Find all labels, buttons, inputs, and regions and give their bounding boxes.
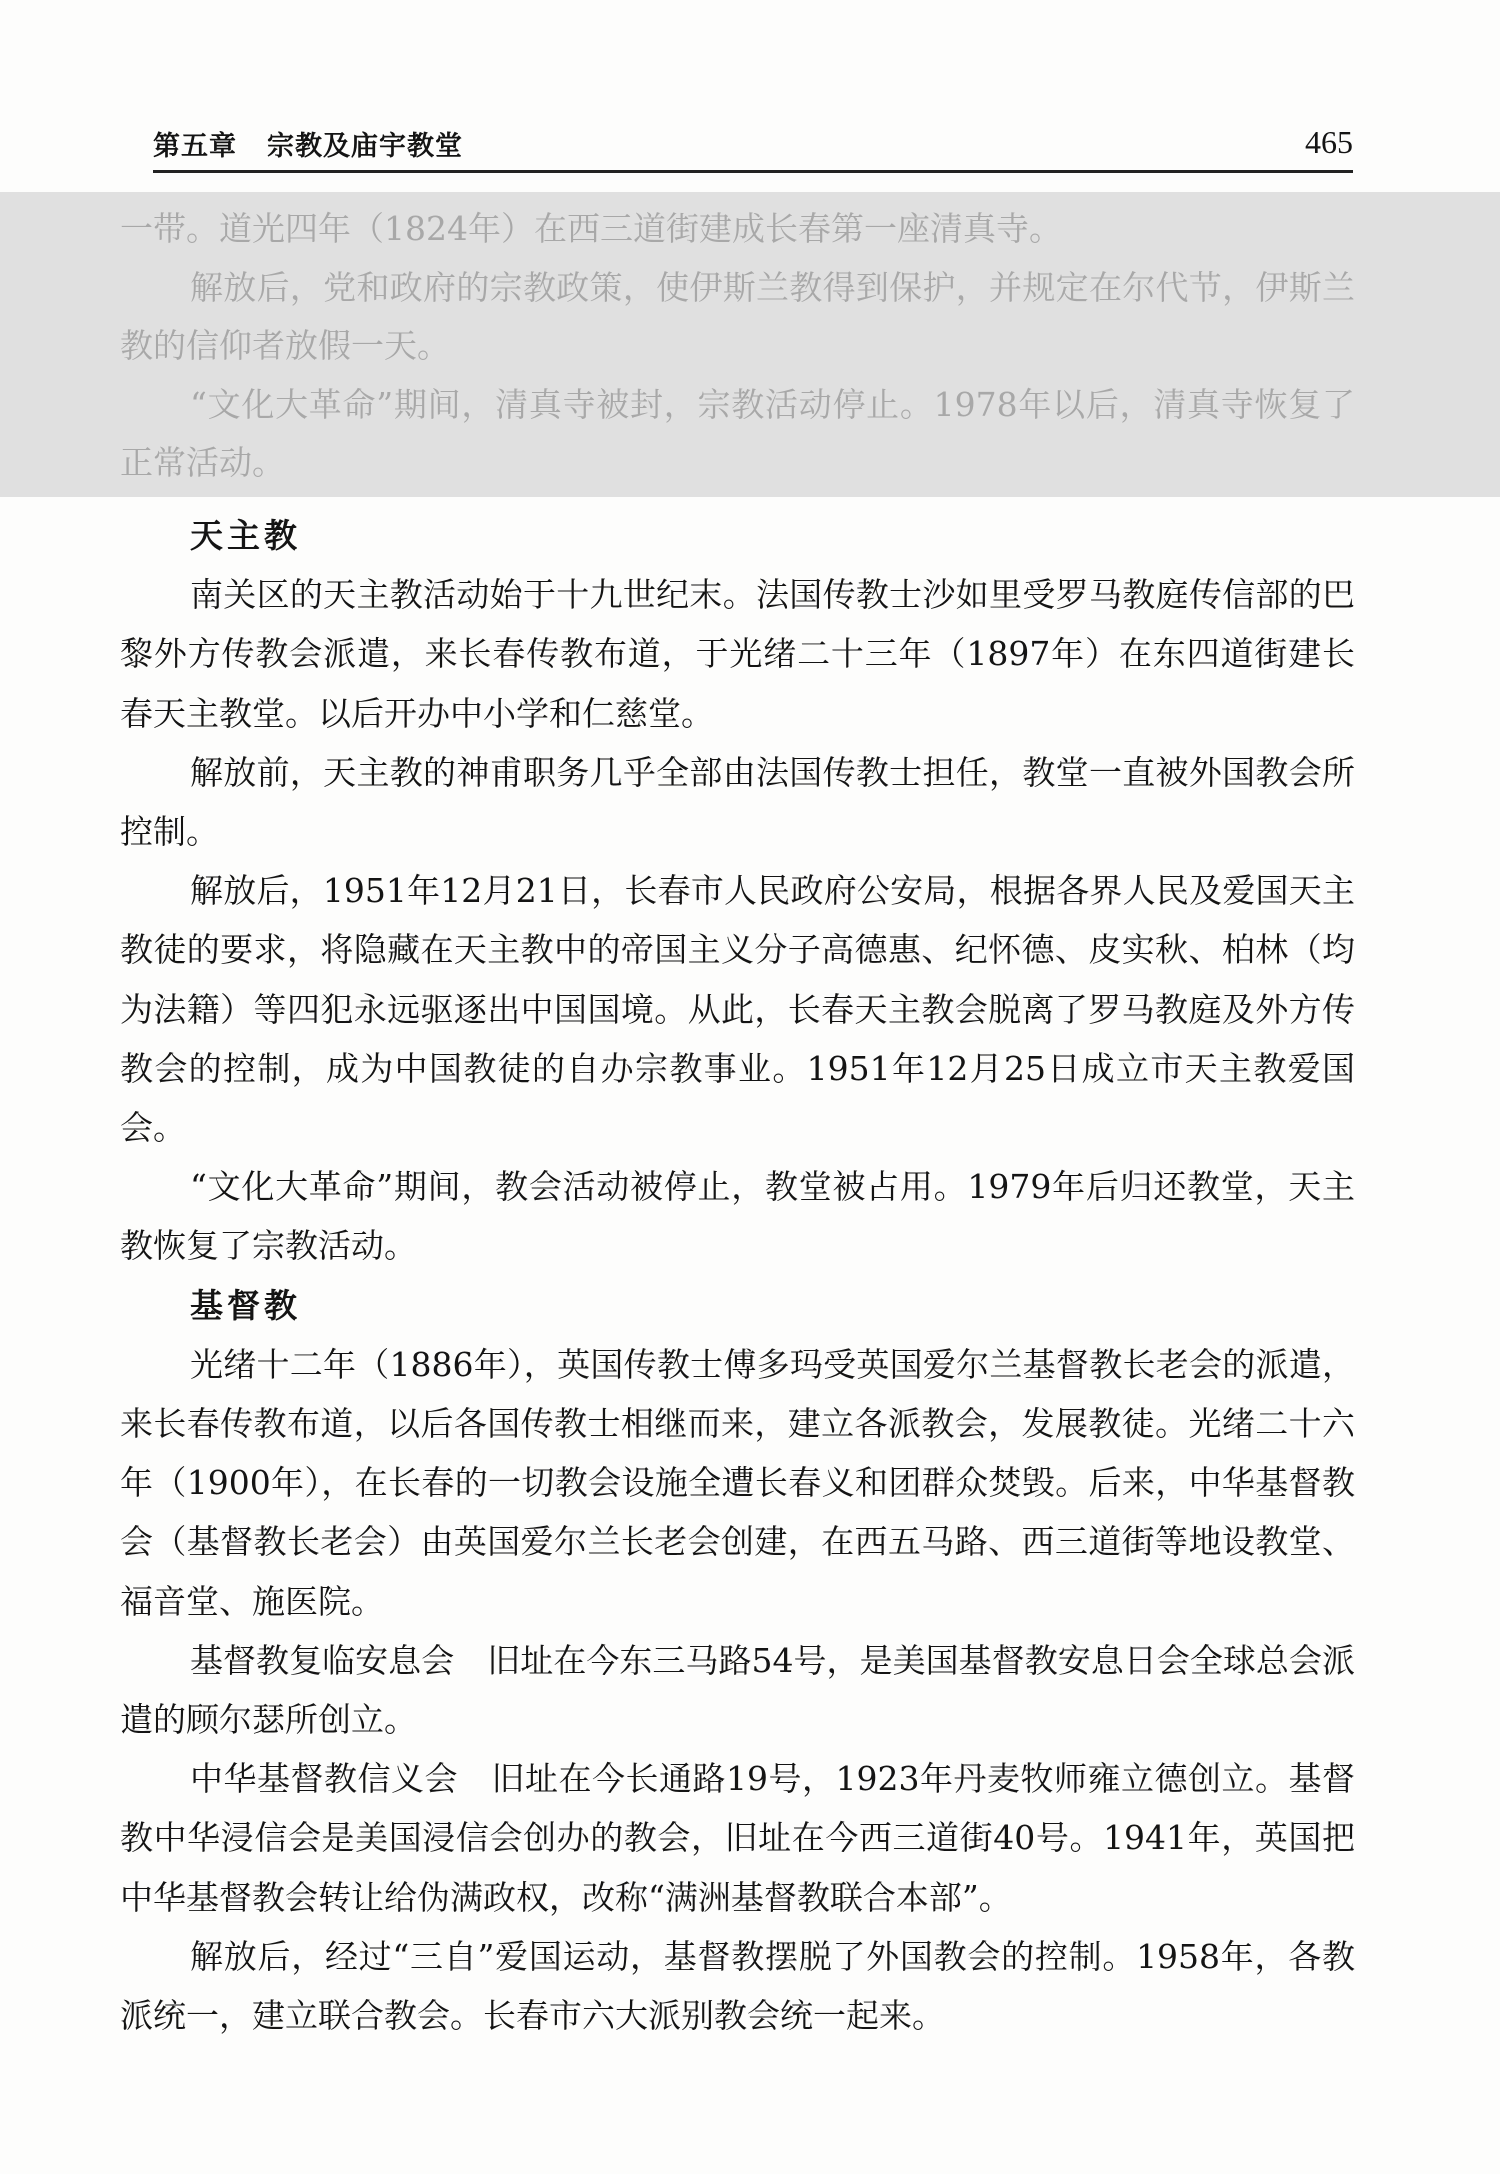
paragraph: 解放前，天主教的神甫职务几乎全部由法国传教士担任，教堂一直被外国教会所控制。 [120, 752, 1355, 852]
paragraph: 基督教复临安息会 旧址在今东三马路54号，是美国基督教安息日会全球总会派遣的顾尔瑟所创立。 [120, 1640, 1355, 1740]
chapter-number: 第五章 [153, 131, 237, 162]
paragraph: “文化大革命”期间，清真寺被封，宗教活动停止。1978年以后，清真寺恢复了正常活动。 [120, 384, 1355, 482]
page-number: 465 [1305, 124, 1353, 160]
faded-previous-section [120, 200, 1355, 493]
paragraph: 中华基督教信义会 旧址在今长通路19号，1923年丹麦牧师雍立德创立。基督教中华浸信会是美国浸信会创办的教会，旧址在今西三道街40号。1941年，英国把中华基督教会转让给伪满政权，改称“满洲基督教联合本部”。 [120, 1759, 1355, 1917]
paragraph: “文化大革命”期间，教会活动被停止，教堂被占用。1979年后归还教堂，天主教恢复了宗教活动。 [120, 1167, 1355, 1266]
section-heading-christian: 基督教 [190, 1285, 301, 1325]
running-header [153, 124, 1353, 173]
chapter-title: 宗教及庙宇教堂 [267, 131, 463, 162]
paragraph: 解放后，1951年12月21日，长春市人民政府公安局，根据各界人民及爱国天主教徒的要求，将隐藏在天主教中的帝国主义分子高德惠、纪怀德、皮实秋、柏林（均为法籍）等四犯永远驱逐出中国国境。从此，长春天主教会脱离了罗马教庭及外方传教会的控制，成为中国教徒的自办宗教事业。1951年12月25日成立市天主教爱国会。 [120, 871, 1355, 1148]
paragraph: 一带。道光四年（1824年）在西三道街建成长春第一座清真寺。 [120, 209, 1062, 248]
paragraph: 南关区的天主教活动始于十九世纪末。法国传教士沙如里受罗马教庭传信部的巴黎外方传教会派遣，来长春传教布道，于光绪二十三年（1897年）在东四道街建长春天主教堂。以后开办中小学和仁慈堂。 [120, 575, 1355, 733]
paragraph: 解放后，经过“三自”爱国运动，基督教摆脱了外国教会的控制。1958年，各教派统一，建立联合教会。长春市六大派别教会统一起来。 [120, 1936, 1355, 2036]
paragraph: 光绪十二年（1886年），英国传教士傅多玛受英国爱尔兰基督教长老会的派遣，来长春传教布道，以后各国传教士相继而来，建立各派教会，发展教徒。光绪二十六年（1900年），在长春的一切教会设施全遭长春义和团群众焚毁。后来，中华基督教会（基督教长老会）由英国爱尔兰长老会创建，在西五马路、西三道街等地设教堂、福音堂、施医院。 [120, 1344, 1355, 1621]
main-text [120, 506, 1355, 2045]
section-heading-catholic: 天主教 [190, 516, 301, 555]
chapter-label [153, 124, 493, 163]
paragraph: 解放后，党和政府的宗教政策，使伊斯兰教得到保护，并规定在尔代节，伊斯兰教的信仰者放假一天。 [120, 267, 1355, 365]
